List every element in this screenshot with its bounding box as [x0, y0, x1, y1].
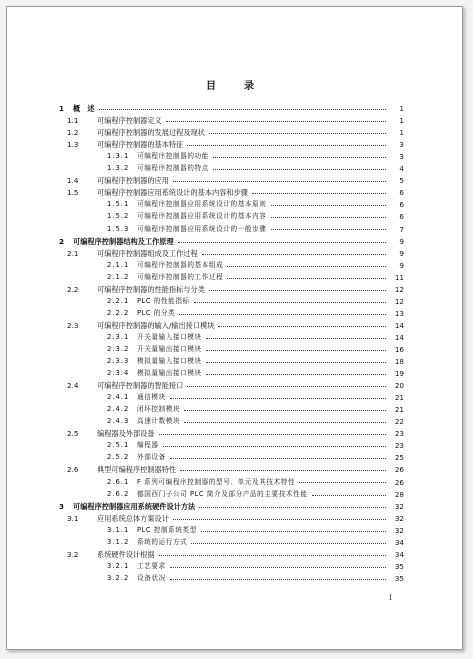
toc-leader-dots — [178, 242, 386, 243]
toc-entry-number: 2.6.1 — [107, 477, 130, 486]
toc-entry — [7, 438, 462, 450]
toc-entry-page: 21 — [394, 393, 404, 403]
toc-entry-page: 26 — [394, 465, 404, 475]
toc-entry-number: 2.3.1 — [107, 332, 130, 341]
toc-entry-title: 可编程序控制器应用系统硬件设计方法 — [73, 501, 196, 511]
toc-entry-number: 2 — [59, 236, 65, 246]
toc-entry — [7, 354, 462, 366]
toc-entry-number: 2.3 — [67, 320, 79, 330]
toc-entry-title: 可编程序控制器的特点 — [137, 164, 209, 173]
toc-entry-title: 可编程序控制器组成及工作过程 — [97, 248, 198, 258]
toc-entry-page: 34 — [394, 549, 404, 559]
toc-entry-number: 2.4 — [67, 381, 79, 391]
toc-entry-number: 2.6.2 — [107, 489, 130, 498]
toc-entry-title: 通信模块 — [137, 393, 166, 402]
toc-leader-dots — [184, 410, 386, 411]
toc-leader-dots — [187, 386, 386, 387]
toc-entry-title: 开关量输出接口模块 — [137, 344, 202, 353]
toc-entry-number: 2.2.2 — [107, 308, 130, 317]
toc-entry-title: 可编程序控制器定义 — [97, 116, 162, 126]
toc-entry — [7, 414, 462, 426]
toc-entry-page: 21 — [394, 405, 404, 415]
toc-entry-page: 35 — [394, 573, 404, 583]
toc-entry — [7, 234, 462, 246]
toc-entry-page: 19 — [394, 369, 404, 379]
toc-entry-title: 可编程序控制器的应用 — [97, 176, 169, 186]
toc-entry-page: 3 — [399, 140, 404, 150]
toc-leader-dots — [163, 446, 386, 447]
toc-entry-number: 2.2.1 — [107, 296, 130, 305]
toc-entry-title: 可编程序控制器的性能指标与分类 — [97, 284, 205, 294]
document-page — [6, 6, 463, 650]
toc-entry-title: PLC 控制系统类型 — [137, 525, 197, 534]
toc-entry-title: 可编程序控制器的输入/输出接口模块 — [97, 320, 215, 330]
toc-leader-dots — [159, 555, 386, 556]
toc-entry-title: 可编程序控制器的基本组成 — [137, 260, 224, 269]
toc-entry-number: 3.1.1 — [107, 525, 130, 534]
toc-leader-dots — [170, 579, 386, 580]
toc-entry-page: 6 — [399, 188, 404, 198]
toc-entry-title: 闭环控制模块 — [137, 405, 181, 414]
toc-leader-dots — [99, 109, 386, 110]
toc-entry-number: 3.1.2 — [107, 537, 130, 546]
toc-entry-page: 1 — [399, 128, 404, 138]
toc-entry-page: 14 — [394, 332, 404, 342]
toc-entry-page: 18 — [394, 357, 404, 367]
toc-entry-number: 1 — [59, 104, 65, 114]
toc-leader-dots — [213, 157, 386, 158]
toc-entry — [7, 101, 462, 113]
toc-entry-number: 1.3.2 — [107, 164, 130, 173]
toc-entry-title: 可编程序控制器应用系统设计的一般步骤 — [137, 224, 267, 233]
toc-leader-dots — [187, 145, 386, 146]
toc-leader-dots — [227, 266, 386, 267]
toc-entry — [7, 125, 462, 137]
toc-entry-page: 32 — [394, 525, 404, 535]
toc-entry-number: 2.1.1 — [107, 260, 130, 269]
toc-entry — [7, 149, 462, 161]
toc-entry-page: 1 — [399, 116, 404, 126]
toc-entry-page: 6 — [399, 200, 404, 210]
toc-entry-number: 1.2 — [67, 128, 79, 138]
toc-entry — [7, 571, 462, 583]
toc-entry-number: 1.5.3 — [107, 224, 130, 233]
toc-entry — [7, 294, 462, 306]
toc-entry-number: 2.4.3 — [107, 417, 130, 426]
toc-leader-dots — [173, 181, 386, 182]
toc-entry — [7, 523, 462, 535]
toc-entry-number: 1.3 — [67, 140, 79, 150]
toc-entry-title: 可编程序控制器应用系统设计的基本内容 — [137, 212, 267, 221]
toc-entry — [7, 535, 462, 547]
toc-entry-number: 1.1 — [67, 116, 79, 126]
toc-entry-title: 可编程序控制器的智能接口 — [97, 381, 184, 391]
toc-entry-page: 22 — [394, 417, 404, 427]
toc-entry-number: 1.5.1 — [107, 200, 130, 209]
toc-entry-page: 20 — [394, 381, 404, 391]
toc-entry — [7, 342, 462, 354]
toc-entry-number: 2.5 — [67, 429, 79, 439]
toc-entry-number: 2.4.1 — [107, 393, 130, 402]
toc-entry-page: 3 — [399, 152, 404, 162]
toc-entry — [7, 197, 462, 209]
toc-leader-dots — [201, 531, 386, 532]
page-title: 目 录 — [206, 81, 263, 92]
toc-entry-number: 2.1.2 — [107, 272, 130, 281]
toc-entry-number: 1.4 — [67, 176, 79, 186]
toc-leader-dots — [271, 217, 386, 218]
toc-entry — [7, 390, 462, 402]
toc-entry-title: 应用系统总体方案设计 — [97, 513, 169, 523]
toc-entry — [7, 282, 462, 294]
toc-entry-page: 12 — [394, 284, 404, 294]
toc-entry-title: 概 述 — [73, 104, 95, 114]
toc-entry-page: 7 — [399, 224, 404, 234]
toc-entry — [7, 161, 462, 173]
toc-entry-page: 13 — [394, 308, 404, 318]
toc-entry-page: 14 — [394, 320, 404, 330]
toc-leader-dots — [184, 422, 386, 423]
page-number: I — [389, 594, 392, 602]
toc-entry-title: 可编程序控制器的功能 — [137, 152, 209, 161]
toc-entry-title: 可编程序控制器的基本特征 — [97, 140, 184, 150]
toc-entry-title: 模拟量输入接口模块 — [137, 357, 202, 366]
toc-leader-dots — [218, 326, 386, 327]
toc-entry-page: 25 — [394, 453, 404, 463]
toc-leader-dots — [209, 133, 386, 134]
toc-entry — [7, 462, 462, 474]
toc-entry-number: 3.2.2 — [107, 573, 130, 582]
toc-entry-page: 9 — [399, 236, 404, 246]
toc-entry-title: F 系列可编程序控制器的型号、单元及其技术特性 — [137, 477, 296, 486]
toc-leader-dots — [271, 205, 386, 206]
toc-leader-dots — [271, 229, 386, 230]
toc-entry-number: 2.5.2 — [107, 453, 130, 462]
toc-leader-dots — [173, 519, 386, 520]
toc-entry-page: 23 — [394, 429, 404, 439]
toc-leader-dots — [159, 434, 386, 435]
toc-entry-number: 2.6 — [67, 465, 79, 475]
toc-entry-number: 2.3.4 — [107, 369, 130, 378]
toc-entry-page: 32 — [394, 513, 404, 523]
toc-entry-title: PLC 的性能指标 — [137, 296, 190, 305]
toc-entry-number: 2.3.3 — [107, 357, 130, 366]
toc-entry-title: 可编程序控制器的发展过程及现状 — [97, 128, 205, 138]
toc-leader-dots — [227, 278, 386, 279]
toc-entry — [7, 113, 462, 125]
toc-entry-title: 模拟量输出接口模块 — [137, 369, 202, 378]
toc-entry-title: 设备状况 — [137, 573, 166, 582]
toc-entry-title: 可编程序控制器应用系统设计的基本原则 — [137, 200, 267, 209]
toc-entry-page: 1 — [399, 104, 404, 114]
toc-entry-title: 典型可编程序控制器特性 — [97, 465, 177, 475]
toc-leader-dots — [166, 121, 386, 122]
toc-entry-title: 开关量输入接口模块 — [137, 332, 202, 341]
toc-entry-page: 9 — [399, 260, 404, 270]
toc-leader-dots — [206, 374, 386, 375]
toc-leader-dots — [202, 254, 386, 255]
toc-entry — [7, 173, 462, 185]
toc-entry — [7, 426, 462, 438]
toc-leader-dots — [209, 290, 386, 291]
toc-leader-dots — [170, 398, 386, 399]
toc-entry-number: 3.2 — [67, 549, 79, 559]
toc-entry — [7, 185, 462, 197]
toc-entry-page: 12 — [394, 296, 404, 306]
toc-leader-dots — [312, 495, 386, 496]
toc-leader-dots — [299, 482, 386, 483]
toc-leader-dots — [170, 567, 386, 568]
toc-entry-title: PLC 的分类 — [137, 308, 176, 317]
toc-leader-dots — [194, 302, 386, 303]
toc-leader-dots — [206, 338, 386, 339]
toc-entry-page: 6 — [399, 212, 404, 222]
toc-entry-page: 11 — [394, 272, 404, 282]
toc-entry — [7, 270, 462, 282]
toc-entry — [7, 547, 462, 559]
toc-entry-title: 外部设备 — [137, 453, 166, 462]
toc-entry-page: 28 — [394, 489, 404, 499]
toc-entry — [7, 246, 462, 258]
toc-entry-title: 编程器及外部设备 — [97, 429, 155, 439]
toc-entry-page: 32 — [394, 501, 404, 511]
toc-entry — [7, 474, 462, 486]
toc-entry — [7, 450, 462, 462]
toc-leader-dots — [213, 169, 386, 170]
toc-entry-page: 4 — [399, 164, 404, 174]
toc-entry-title: 系统的运行方式 — [137, 537, 188, 546]
toc-entry-number: 2.3.2 — [107, 344, 130, 353]
toc-entry-title: 编程器 — [137, 441, 159, 450]
toc-entry-page: 23 — [394, 441, 404, 451]
toc-leader-dots — [206, 350, 386, 351]
toc-entry-title: 可编程序控制器结构及工作原理 — [73, 236, 174, 246]
toc-entry — [7, 318, 462, 330]
toc-entry — [7, 366, 462, 378]
toc-entry — [7, 559, 462, 571]
toc-leader-dots — [191, 543, 386, 544]
toc-entry — [7, 499, 462, 511]
toc-entry-title: 高速计数模块 — [137, 417, 181, 426]
toc-entry-title: 可编程序控制器的工作过程 — [137, 272, 224, 281]
toc-entry-number: 2.4.2 — [107, 405, 130, 414]
toc-entry-page: 35 — [394, 561, 404, 571]
toc-entry-title: 德国西门子公司 PLC 简介及部分产品的主要技术性能 — [137, 489, 308, 498]
toc-entry-number: 1.5.2 — [107, 212, 130, 221]
toc-entry-number: 1.3.1 — [107, 152, 130, 161]
toc-entry-page: 26 — [394, 477, 404, 487]
toc-entry — [7, 511, 462, 523]
toc-entry-number: 2.5.1 — [107, 441, 130, 450]
toc-entry — [7, 330, 462, 342]
toc-leader-dots — [206, 362, 386, 363]
toc-entry-title: 可编程序控制器应用系统设计的基本内容和步骤 — [97, 188, 248, 198]
toc-entry-number: 3 — [59, 501, 65, 511]
toc-entry-page: 9 — [399, 248, 404, 258]
toc-entry — [7, 378, 462, 390]
toc-leader-dots — [252, 193, 386, 194]
toc-entry — [7, 221, 462, 233]
toc-entry-page: 16 — [394, 344, 404, 354]
toc-entry — [7, 209, 462, 221]
toc-entry-page: 5 — [399, 176, 404, 186]
toc-entry-number: 2.1 — [67, 248, 79, 258]
toc-leader-dots — [180, 470, 386, 471]
toc-entry-number: 3.1 — [67, 513, 79, 523]
toc-entry — [7, 306, 462, 318]
table-of-contents — [7, 101, 462, 583]
toc-entry — [7, 258, 462, 270]
toc-leader-dots — [179, 314, 386, 315]
toc-entry-number: 3.2.1 — [107, 561, 130, 570]
toc-entry — [7, 487, 462, 499]
toc-entry — [7, 402, 462, 414]
toc-leader-dots — [199, 507, 386, 508]
toc-leader-dots — [170, 458, 386, 459]
toc-entry-title: 工艺要求 — [137, 561, 166, 570]
toc-entry-page: 34 — [394, 537, 404, 547]
toc-entry — [7, 137, 462, 149]
toc-entry-title: 系统硬件设计根据 — [97, 549, 155, 559]
toc-entry-number: 2.2 — [67, 284, 79, 294]
toc-entry-number: 1.5 — [67, 188, 79, 198]
